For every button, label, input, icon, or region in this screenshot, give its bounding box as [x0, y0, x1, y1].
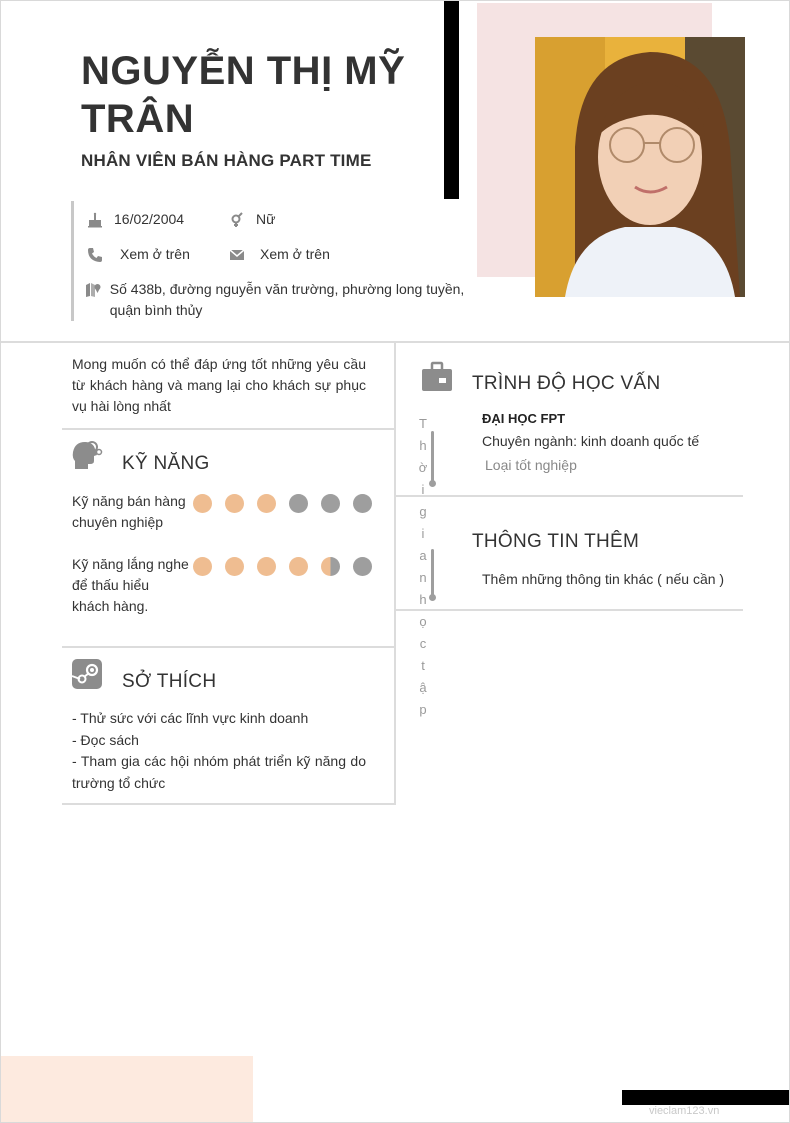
cake-icon: [84, 211, 106, 229]
timeline-letter: i: [421, 526, 425, 541]
timeline-letter: n: [419, 570, 427, 585]
skill-dot: [225, 557, 244, 576]
hobbies-divider: [62, 803, 396, 805]
briefcase-icon: [421, 361, 453, 393]
skill-dot: [193, 557, 212, 576]
map-icon: [84, 281, 102, 299]
skill-name-2: Kỹ năng lắng nghe để thấu hiểu khách hàng.: [72, 556, 189, 614]
study-timeline-label: [415, 413, 431, 721]
major: Chuyên ngành: kinh doanh quốc tế: [482, 433, 700, 449]
school-name: ĐẠI HỌC FPT: [482, 411, 566, 426]
address-row: [84, 281, 474, 321]
timeline-letter: g: [419, 504, 427, 519]
skill-dot: [353, 494, 372, 513]
skill-dot: [225, 494, 244, 513]
hobby-item: - Đọc sách: [72, 731, 139, 748]
timeline-letter: ọ: [419, 614, 427, 629]
objective-divider: [62, 428, 395, 430]
timeline-letter: ờ: [418, 460, 428, 475]
timeline-letter: p: [419, 702, 427, 717]
personal-info: [71, 201, 471, 321]
career-objective: Mong muốn có thể đáp ứng tốt những yêu cầu từ khách hàng và mang lại cho khách sự phục vụ hài lòng nhất: [72, 356, 366, 414]
address-value: Số 438b, đường nguyễn văn trường, phường long tuyền, quận bình thủy: [109, 281, 465, 318]
graduation-grade: Loại tốt nghiệp: [485, 457, 577, 473]
timeline-letter: T: [419, 416, 427, 431]
education-divider: [396, 495, 743, 497]
skill-dot: [257, 494, 276, 513]
email-row: [226, 246, 330, 264]
skill-dot: [321, 557, 340, 576]
timeline-bar-1: [431, 431, 434, 483]
skill-dot: [193, 494, 212, 513]
skill-dot: [353, 557, 372, 576]
skill-dot: [321, 494, 340, 513]
skills-title: KỸ NĂNG: [122, 453, 210, 474]
gender-value: Nữ: [256, 211, 276, 227]
column-divider-left: [394, 342, 396, 804]
black-decor-bar-bottom: [622, 1090, 790, 1105]
hobby-item: - Tham gia các hội nhóm phát triển kỹ năng do trường tổ chức: [72, 753, 366, 791]
extra-title: THÔNG TIN THÊM: [472, 531, 640, 552]
peach-decor-block: [1, 1056, 253, 1123]
gender-icon: [226, 211, 248, 229]
timeline-dot-2: [429, 594, 436, 601]
timeline-letter: i: [421, 482, 425, 497]
extra-divider: [396, 609, 743, 611]
timeline-letter: c: [419, 636, 427, 651]
timeline-letter: h: [419, 438, 427, 453]
watermark: vieclam123.vn: [649, 1105, 720, 1117]
timeline-letter: h: [419, 592, 427, 607]
birthday-row: [84, 211, 184, 229]
timeline-letter: ậ: [419, 680, 427, 695]
steam-icon: [71, 658, 103, 690]
phone-row: [84, 246, 190, 264]
timeline-bar-2: [431, 549, 434, 599]
skills-divider: [62, 646, 395, 648]
head-gear-icon: [71, 439, 103, 471]
skill-dot: [257, 557, 276, 576]
timeline-letter: t: [421, 658, 425, 673]
hobby-item: - Thử sức với các lĩnh vực kinh doanh: [72, 710, 309, 726]
phone-value: Xem ở trên: [120, 246, 190, 262]
timeline-dot-1: [429, 480, 436, 487]
timeline-letter: a: [419, 548, 427, 563]
mail-icon: [226, 246, 248, 264]
skill-dot: [289, 557, 308, 576]
skill-name-1: Kỹ năng bán hàng chuyên nghiệp: [72, 493, 186, 530]
education-title: TRÌNH ĐỘ HỌC VẤN: [472, 373, 661, 394]
skill-rating-1: [193, 494, 385, 513]
black-decor-bar-top: [444, 1, 459, 199]
hobbies-list: [72, 708, 366, 794]
phone-icon: [84, 246, 106, 264]
skill-dot: [289, 494, 308, 513]
extra-text: Thêm những thông tin khác ( nếu cần ): [482, 571, 725, 587]
candidate-name: NGUYỄN THỊ MỸ TRÂN: [81, 49, 406, 141]
hobbies-title: SỞ THÍCH: [122, 671, 217, 692]
gender-row: [226, 211, 275, 229]
email-value: Xem ở trên: [260, 246, 330, 262]
birthday-value: 16/02/2004: [114, 211, 185, 227]
skill-rating-2: [193, 557, 385, 576]
profile-photo: [535, 37, 745, 297]
job-title: NHÂN VIÊN BÁN HÀNG PART TIME: [81, 151, 372, 170]
